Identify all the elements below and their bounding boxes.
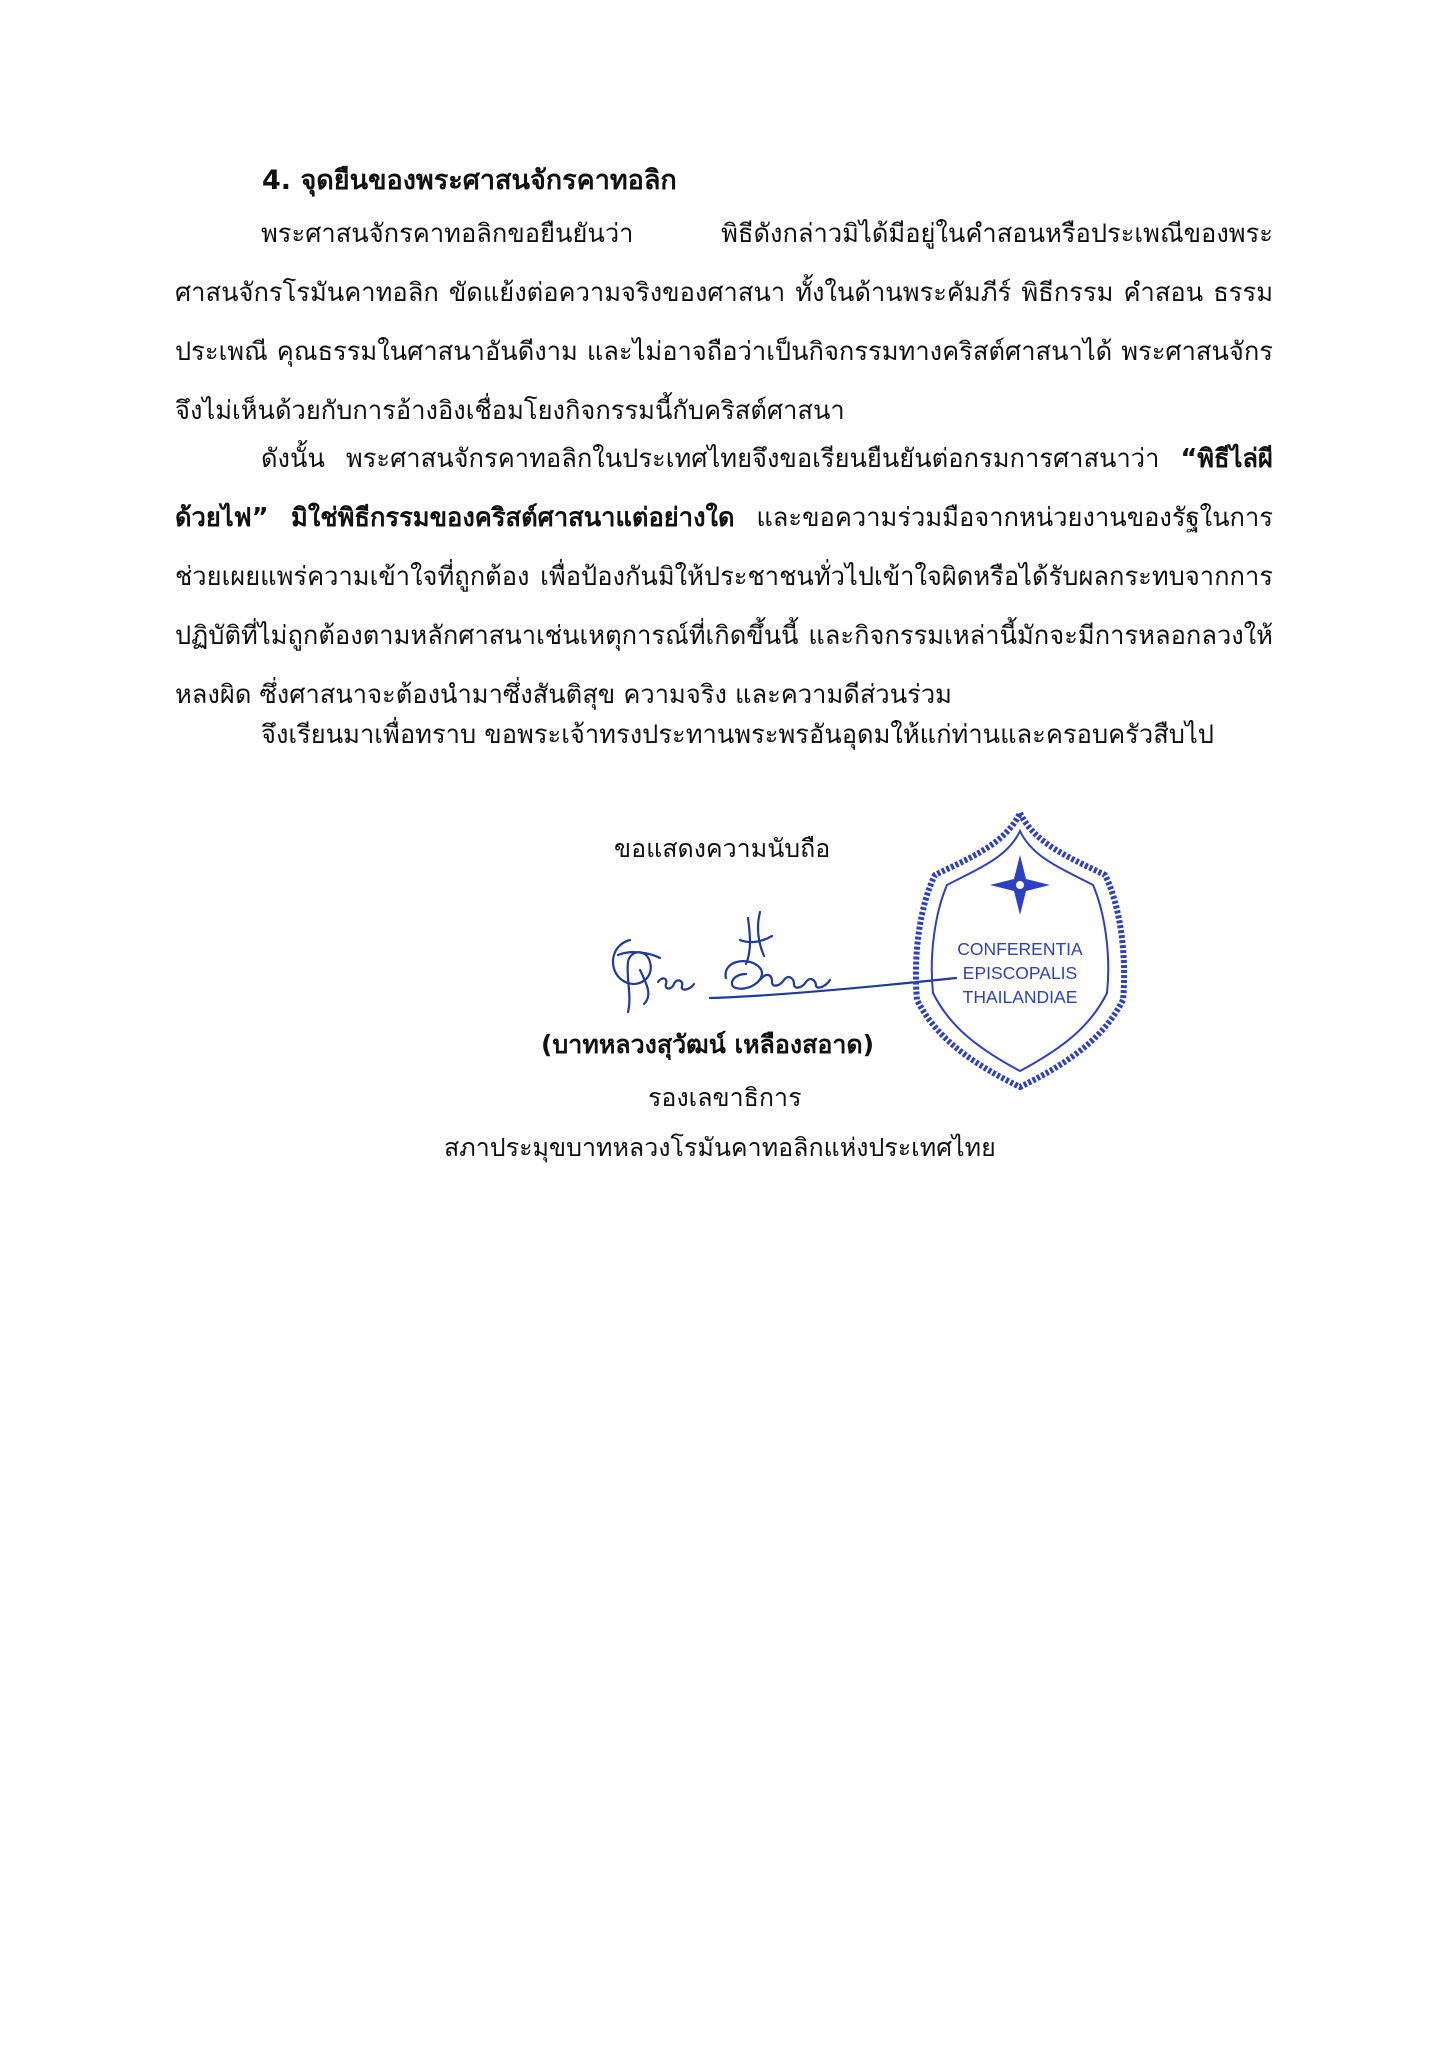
signer-name: (บาทหลวงสุวัฒน์ เหลืองสอาด)	[541, 1030, 875, 1059]
seal-text-line-2: EPISCOPALIS	[962, 963, 1078, 983]
paragraph-3-text: จึงเรียนมาเพื่อทราบ ขอพระเจ้าทรงประทานพระพรอันอุดมให้แก่ท่านและครอบครัวสืบไป	[261, 720, 1214, 750]
seal-text-line-3: THAILANDIAE	[962, 987, 1078, 1007]
paragraph-2-rest: และขอความร่วมมือจากหน่วยงานของรัฐในการช่วยเผยแพร่ความเข้าใจที่ถูกต้อง เพื่อป้องกันมิให้ประชาชนทั่วไปเข้าใจผิดหรือได้รับผลกระทบจากการปฏิบัติที่ไม่ถูกต้องตามหลักศาสนาเช่นเหตุการณ์ที่เกิดขึ้นนี้ และกิจกรรมเหล่านี้มักจะมีการหลอกลวงให้หลงผิด ซึ่งศาสนาจะต้องนำมาซึ่งสันติสุข ความจริง และความดีส่วนร่วม	[175, 503, 1273, 710]
paragraph-2-emphasis: “พิธีไล่ผีด้วยไฟ” มิใช่พิธีกรรมของคริสต์ศาสนาแต่อย่างใด	[175, 444, 1273, 533]
section-heading: 4. จุดยืนของพระศาสนจักรคาทอลิก	[262, 165, 677, 196]
signer-title: รองเลขาธิการ	[648, 1083, 802, 1112]
seal-text-line-1: CONFERENTIA	[957, 939, 1083, 959]
paragraph-blessing	[175, 706, 1273, 765]
closing-salutation: ขอแสดงความนับถือ	[614, 834, 831, 863]
paragraph-catholic-position	[175, 205, 1273, 441]
episcopal-conference-seal	[905, 805, 1135, 1095]
paragraph-2-intro: ดังนั้น พระศาสนจักรคาทอลิกในประเทศไทยจึงขอเรียนยืนยันต่อกรมการศาสนาว่า	[261, 444, 1160, 474]
signer-organization: สภาประมุขบาทหลวงโรมันคาทอลิกแห่งประเทศไทย	[444, 1133, 996, 1162]
paragraph-request	[175, 430, 1273, 725]
paragraph-1-text: พระศาสนจักรคาทอลิกขอยืนยันว่า พิธีดังกล่าวมิได้มีอยู่ในคำสอนหรือประเพณีของพระศาสนจักรโรมันคาทอลิก ขัดแย้งต่อความจริงของศาสนา ทั้งในด้านพระคัมภีร์ พิธีกรรม คำสอน ธรรมประเพณี คุณธรรมในศาสนาอันดีงาม และไม่อาจถือว่าเป็นกิจกรรมทางคริสต์ศาสนาได้ พระศาสนจักรจึงไม่เห็นด้วยกับการอ้างอิงเชื่อมโยงกิจกรรมนี้กับคริสต์ศาสนา	[175, 219, 1273, 426]
